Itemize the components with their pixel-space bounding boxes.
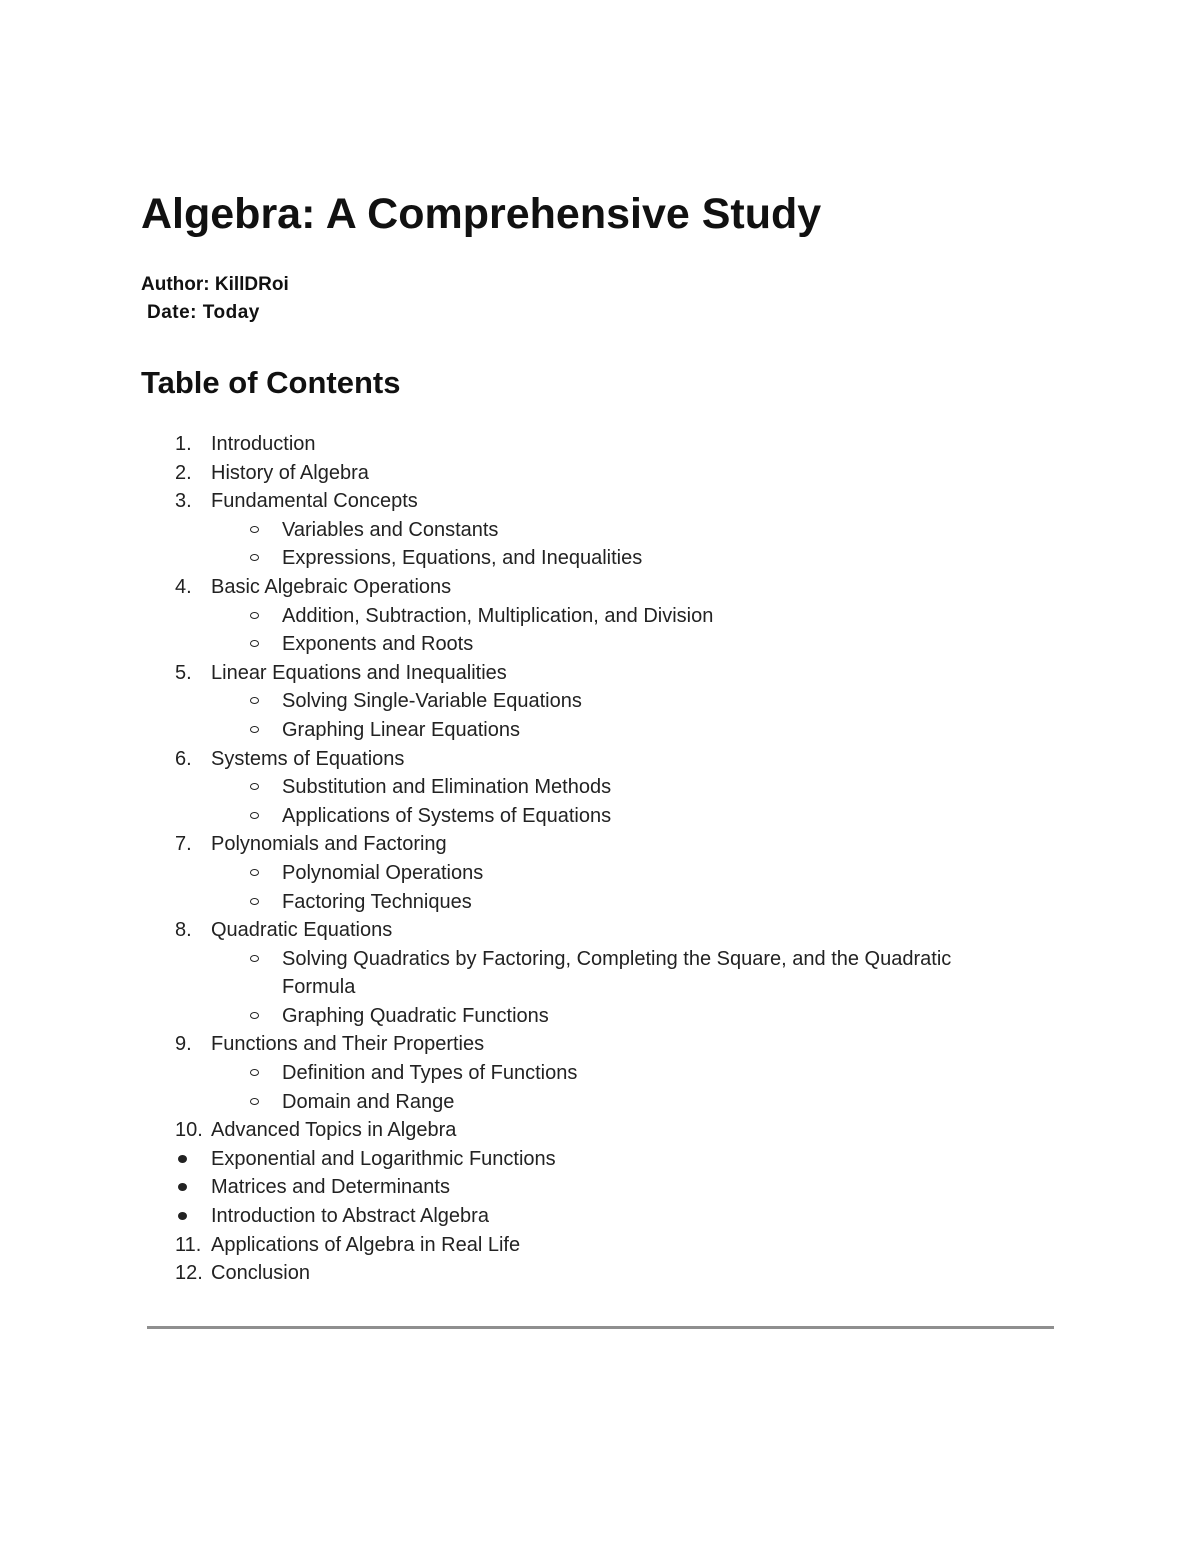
toc-item <box>0 659 1200 688</box>
toc-subitem <box>0 516 1200 545</box>
toc-subitem-text: Solving Quadratics by Factoring, Completing the Square, and the Quadratic Formula <box>282 947 952 999</box>
toc-subitem-text: Graphing Quadratic Functions <box>282 1004 549 1027</box>
toc-subitem-text: Substitution and Elimination Methods <box>282 776 612 799</box>
filled-bullet-icon <box>178 1212 187 1220</box>
toc-item <box>0 1030 1200 1059</box>
toc-item-text: Basic Algebraic Operations <box>211 575 452 598</box>
toc-subitem <box>0 630 1200 659</box>
toc-bullet-item <box>0 1202 1200 1231</box>
toc-item <box>0 745 1200 774</box>
hollow-bullet-icon <box>250 726 259 733</box>
hollow-bullet-icon <box>250 1012 259 1019</box>
toc-item-number: 1. <box>175 433 192 455</box>
toc-item-text: Quadratic Equations <box>211 919 393 942</box>
toc-subitem <box>0 1059 1200 1088</box>
toc-item-text: Linear Equations and Inequalities <box>211 661 507 684</box>
hollow-bullet-icon <box>250 955 259 962</box>
toc-item <box>0 1116 1200 1145</box>
toc-item-number: 4. <box>175 575 192 598</box>
toc-item <box>0 487 1200 516</box>
toc-subitem <box>0 687 1200 716</box>
toc-item-text: Introduction <box>211 433 316 455</box>
toc-item <box>0 430 1200 459</box>
toc-item-number: 5. <box>175 661 192 684</box>
toc-item-number: 11. <box>175 1233 202 1256</box>
toc-subitem <box>0 602 1200 631</box>
document-title: Algebra: A Comprehensive Study <box>141 190 822 238</box>
toc-subitem-text: Factoring Techniques <box>282 890 472 913</box>
hollow-bullet-icon <box>250 526 259 533</box>
table-of-contents-list <box>0 430 1200 1288</box>
toc-item <box>0 1231 1200 1260</box>
filled-bullet-icon <box>178 1155 187 1163</box>
toc-subitem-text: Definition and Types of Functions <box>282 1062 578 1085</box>
toc-subitem-text: Expressions, Equations, and Inequalities <box>282 547 643 570</box>
toc-item-number: 6. <box>175 747 192 770</box>
date-line: Date: Today <box>147 302 260 323</box>
toc-subitem-text: Applications of Systems of Equations <box>282 804 612 827</box>
toc-item-number: 8. <box>175 919 192 942</box>
hollow-bullet-icon <box>250 1069 259 1076</box>
toc-subitem-text: Addition, Subtraction, Multiplication, and Division <box>282 604 714 627</box>
toc-subitem-text: Domain and Range <box>282 1090 455 1113</box>
toc-item-number: 9. <box>175 1033 192 1056</box>
toc-subitem-text: Exponents and Roots <box>282 633 474 656</box>
toc-item-text: History of Algebra <box>211 461 369 484</box>
toc-subitem <box>0 888 1200 917</box>
hollow-bullet-icon <box>250 869 259 876</box>
toc-item-text: Systems of Equations <box>211 747 405 770</box>
toc-subitem <box>0 716 1200 745</box>
toc-subitem-text: Variables and Constants <box>282 518 499 541</box>
toc-heading: Table of Contents <box>141 365 401 400</box>
toc-bullet-item <box>0 1145 1200 1174</box>
toc-subitem <box>0 544 1200 573</box>
toc-bullet-text: Matrices and Determinants <box>211 1176 450 1199</box>
toc-item <box>0 1259 1200 1288</box>
hollow-bullet-icon <box>250 812 259 819</box>
toc-item-text: Fundamental Concepts <box>211 490 418 513</box>
toc-item <box>0 830 1200 859</box>
toc-item-text: Functions and Their Properties <box>211 1033 485 1056</box>
toc-subitem <box>0 859 1200 888</box>
toc-bullet-text: Introduction to Abstract Algebra <box>211 1205 489 1228</box>
toc-item-text: Conclusion <box>211 1262 310 1285</box>
toc-item-number: 12. <box>175 1262 203 1285</box>
hollow-bullet-icon <box>250 612 259 619</box>
toc-item <box>0 459 1200 488</box>
toc-subitem <box>0 1088 1200 1117</box>
toc-subitem <box>0 773 1200 802</box>
toc-item-number: 3. <box>175 490 192 513</box>
toc-subitem-text: Graphing Linear Equations <box>282 718 520 741</box>
toc-item <box>0 916 1200 945</box>
toc-item-text: Applications of Algebra in Real Life <box>211 1233 521 1256</box>
toc-bullet-text: Exponential and Logarithmic Functions <box>211 1147 556 1170</box>
toc-item-number: 10. <box>175 1119 203 1142</box>
hollow-bullet-icon <box>250 898 259 905</box>
toc-item <box>0 573 1200 602</box>
hollow-bullet-icon <box>250 1098 259 1105</box>
toc-bullet-item <box>0 1173 1200 1202</box>
author-line: Author: KillDRoi <box>141 274 289 295</box>
toc-subitem <box>0 1002 1200 1031</box>
toc-item-number: 2. <box>175 461 192 484</box>
toc-item-number: 7. <box>175 833 192 856</box>
toc-subitem <box>0 945 1200 1002</box>
toc-item-text: Advanced Topics in Algebra <box>211 1119 457 1142</box>
toc-subitem <box>0 802 1200 831</box>
toc-subitem-text: Polynomial Operations <box>282 861 484 884</box>
toc-item-text: Polynomials and Factoring <box>211 833 447 856</box>
toc-subitem-text: Solving Single-Variable Equations <box>282 690 582 713</box>
horizontal-rule <box>147 1326 1054 1329</box>
